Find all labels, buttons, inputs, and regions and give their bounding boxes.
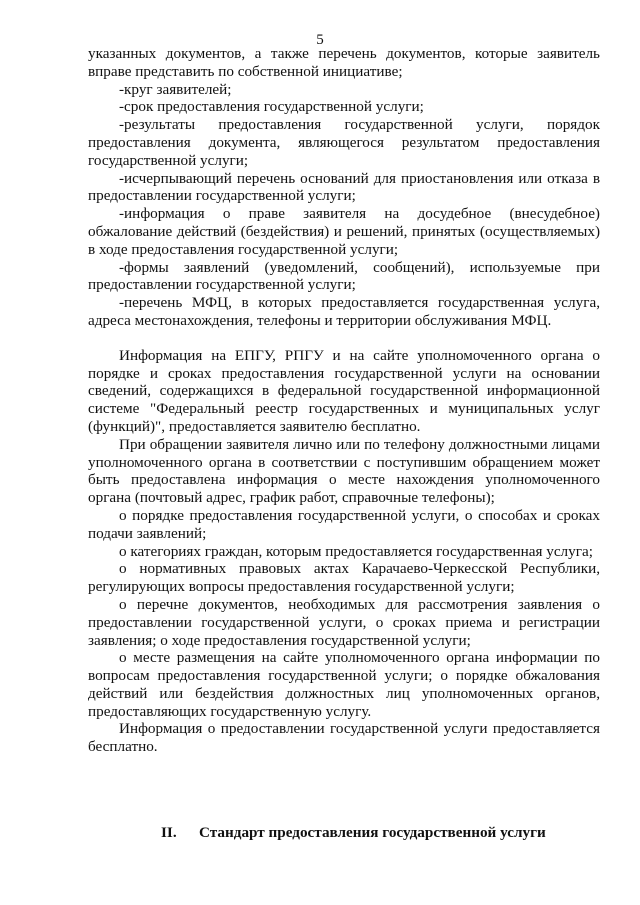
paragraph: указанных документов, а также перечень документов, которые заявитель вправе представить по собственной инициативе;	[88, 45, 600, 80]
body-text	[88, 45, 600, 756]
list-item: -срок предоставления государственной услуги;	[119, 98, 424, 116]
page-number: 5	[316, 32, 324, 48]
paragraph: При обращении заявителя лично или по телефону должностными лицами уполномоченного органа в соответствии с поступившим обращением может быть предоставлена информация о месте нахождения уполномоченного органа (почтовый адрес, график работ, справочные телефоны);	[88, 435, 600, 507]
list-item: -перечень МФЦ, в которых предоставляется государственная услуга, адреса местонахождения, телефоны и территории обслуживания МФЦ.	[88, 294, 600, 329]
paragraph: Информация на ЕПГУ, РПГУ и на сайте уполномоченного органа о порядке и сроках предоставления государственной услуги на основании сведений, содержащихся в федеральной государственной информационной системе "Федеральный реестр государственных и муниципальных услуг (функций)", предоставляется заявителю бесплатно.	[88, 346, 600, 435]
list-item: -информация о праве заявителя на досудебное (внесудебное) обжалование действий (бездействия) и решений, принятых (осуществляемых) в ходе предоставления государственной услуги;	[88, 205, 600, 258]
paragraph: о нормативных правовых актах Карачаево-Черкесской Республики, регулирующих вопросы предоставления государственной услуги;	[88, 560, 600, 596]
section-number: II.	[161, 824, 177, 841]
paragraph: о месте размещения на сайте уполномоченного органа информации по вопросам предоставления государственной услуги; о порядке обжалования действий или бездействия должностных лиц уполномоченных органов, предоставляющих государственную услугу.	[88, 649, 600, 720]
section-title: Стандарт предоставления государственной услуги	[199, 824, 546, 841]
list-item: -формы заявлений (уведомлений, сообщений), используемые при предоставлении государственной услуги;	[88, 258, 600, 294]
list-item: -результаты предоставления государственной услуги, порядок предоставления документа, являющегося результатом предоставления государственной услуги;	[88, 116, 600, 169]
paragraph: о категориях граждан, которым предоставляется государственная услуга;	[119, 542, 593, 560]
paragraph: о перечне документов, необходимых для рассмотрения заявления о предоставлении государственной услуги, о сроках приема и регистрации заявления; о ходе предоставления государственной услуги;	[88, 595, 600, 649]
section-heading	[161, 824, 546, 842]
paragraph: Информация о предоставлении государственной услуги предоставляется бесплатно.	[88, 720, 600, 756]
list-item: -исчерпывающий перечень оснований для приостановления или отказа в предоставлении государственной услуги;	[88, 169, 600, 205]
list-item: -круг заявителей;	[119, 80, 232, 98]
paragraph: о порядке предоставления государственной услуги, о способах и сроках подачи заявлений;	[88, 506, 600, 542]
